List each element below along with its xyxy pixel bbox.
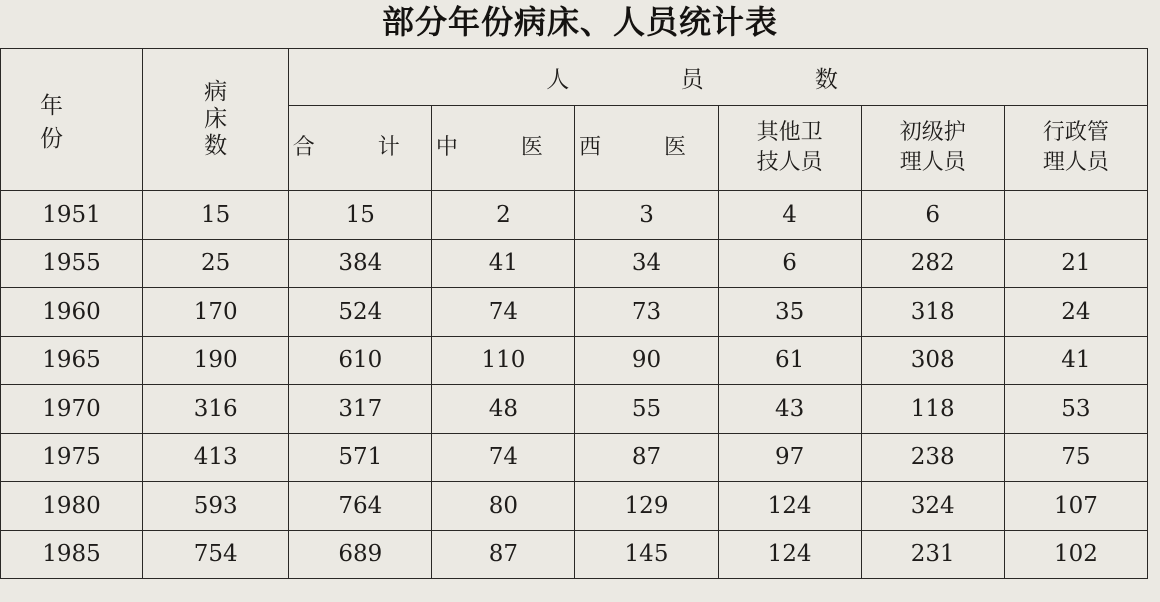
cell-beds: 413	[143, 433, 289, 482]
cell-year: 1980	[1, 482, 143, 531]
table-row	[1, 336, 1148, 385]
cell-year: 1970	[1, 385, 143, 434]
cell-tcm: 110	[432, 336, 575, 385]
cell-other-tech: 6	[718, 239, 861, 288]
cell-admin	[1004, 191, 1147, 240]
cell-nurses: 318	[861, 288, 1004, 337]
cell-other-tech: 43	[718, 385, 861, 434]
header-admin-line: 行政管	[1042, 120, 1109, 145]
cell-year: 1960	[1, 288, 143, 337]
header-year: 年 份	[1, 49, 143, 191]
cell-year: 1955	[1, 239, 143, 288]
header-beds	[143, 49, 289, 191]
cell-other-tech: 4	[718, 191, 861, 240]
cell-western: 87	[575, 433, 718, 482]
header-nurses-line: 初级护	[899, 120, 966, 145]
header-beds-line: 病	[204, 79, 228, 105]
cell-nurses: 118	[861, 385, 1004, 434]
header-admin	[1004, 106, 1147, 191]
cell-beds: 754	[143, 530, 289, 579]
cell-western: 90	[575, 336, 718, 385]
header-personnel: 人 员 数	[289, 49, 1148, 106]
table-row	[1, 482, 1148, 531]
cell-total: 610	[289, 336, 432, 385]
cell-nurses: 6	[861, 191, 1004, 240]
header-other-tech-line: 其他卫	[756, 120, 823, 145]
table-row	[1, 530, 1148, 579]
header-western	[575, 106, 718, 191]
cell-tcm: 48	[432, 385, 575, 434]
cell-admin: 75	[1004, 433, 1147, 482]
cell-tcm: 74	[432, 433, 575, 482]
table-row	[1, 385, 1148, 434]
cell-other-tech: 124	[718, 530, 861, 579]
cell-nurses: 308	[861, 336, 1004, 385]
header-beds-line: 床	[204, 106, 228, 132]
cell-tcm: 80	[432, 482, 575, 531]
header-other-tech	[718, 106, 861, 191]
header-western-line: 西 医	[579, 135, 714, 160]
cell-tcm: 41	[432, 239, 575, 288]
cell-year: 1951	[1, 191, 143, 240]
cell-admin: 53	[1004, 385, 1147, 434]
cell-total: 384	[289, 239, 432, 288]
cell-beds: 316	[143, 385, 289, 434]
table-row	[1, 433, 1148, 482]
cell-tcm: 74	[432, 288, 575, 337]
table-row	[1, 288, 1148, 337]
cell-other-tech: 124	[718, 482, 861, 531]
cell-total: 689	[289, 530, 432, 579]
cell-beds: 593	[143, 482, 289, 531]
cell-admin: 102	[1004, 530, 1147, 579]
cell-total: 764	[289, 482, 432, 531]
cell-nurses: 324	[861, 482, 1004, 531]
cell-other-tech: 97	[718, 433, 861, 482]
header-total-line: 合 计	[292, 135, 428, 160]
header-beds-line: 数	[204, 133, 228, 159]
cell-nurses: 238	[861, 433, 1004, 482]
cell-nurses: 282	[861, 239, 1004, 288]
cell-nurses: 231	[861, 530, 1004, 579]
table-row	[1, 191, 1148, 240]
cell-western: 73	[575, 288, 718, 337]
cell-western: 145	[575, 530, 718, 579]
cell-beds: 15	[143, 191, 289, 240]
cell-western: 55	[575, 385, 718, 434]
header-admin-line: 理人员	[1042, 150, 1109, 175]
cell-year: 1965	[1, 336, 143, 385]
header-total	[289, 106, 432, 191]
cell-tcm: 87	[432, 530, 575, 579]
cell-other-tech: 61	[718, 336, 861, 385]
cell-total: 317	[289, 385, 432, 434]
cell-western: 3	[575, 191, 718, 240]
cell-total: 524	[289, 288, 432, 337]
cell-admin: 21	[1004, 239, 1147, 288]
header-other-tech-line: 技人员	[756, 150, 823, 175]
cell-year: 1975	[1, 433, 143, 482]
cell-admin: 107	[1004, 482, 1147, 531]
cell-beds: 25	[143, 239, 289, 288]
cell-tcm: 2	[432, 191, 575, 240]
cell-total: 15	[289, 191, 432, 240]
header-tcm	[432, 106, 575, 191]
table-title: 部分年份病床、人员统计表	[381, 3, 778, 41]
header-row-1	[1, 49, 1148, 106]
cell-western: 34	[575, 239, 718, 288]
cell-total: 571	[289, 433, 432, 482]
cell-western: 129	[575, 482, 718, 531]
cell-other-tech: 35	[718, 288, 861, 337]
cell-admin: 41	[1004, 336, 1147, 385]
header-nurses-line: 理人员	[899, 150, 966, 175]
cell-beds: 170	[143, 288, 289, 337]
statistics-table	[0, 48, 1148, 579]
table-body	[1, 191, 1148, 579]
cell-admin: 24	[1004, 288, 1147, 337]
cell-year: 1985	[1, 530, 143, 579]
table-row	[1, 239, 1148, 288]
cell-beds: 190	[143, 336, 289, 385]
header-nurses	[861, 106, 1004, 191]
header-tcm-line: 中 医	[435, 135, 571, 160]
